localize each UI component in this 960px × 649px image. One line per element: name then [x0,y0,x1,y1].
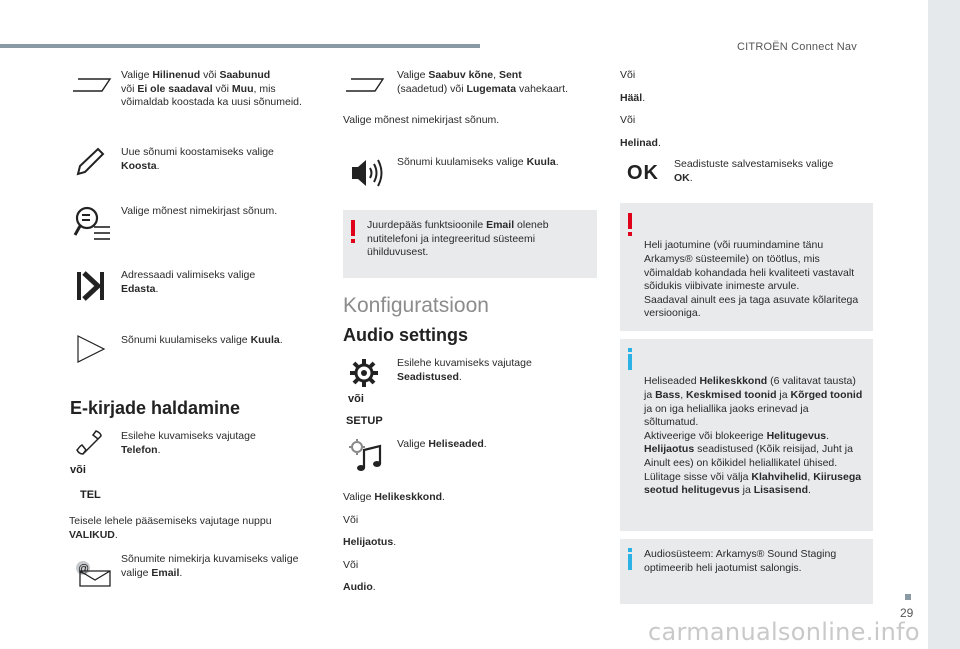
info-box-text: Heliseaded Helikeskkond (6 valitavat tausta) ja Bass, Keskmised toonid ja Kõrged toonid ja on iga heliallika jaoks erinevad ja sõltumatud. Aktiveerige või blokeerige Helitugevus. Helijaotus seadistused (Kõik reisijad, Juht ja Ainult ees) on kõikidel heliallikatel ühised. Lülitage sisse või välja Klahvihelid, Kiirusega seotud helitugevus ja Lisasisend. [644,375,863,497]
col2-tabs-text: Valige Saabuv kõne, Sent (saadetud) või Lugemata vahekaart. [397,69,569,95]
col1-play-text: Sõnumi kuulamiseks valige Kuula. [121,334,283,346]
col1-options-text: Teisele lehele pääsemiseks vajutage nuppu VALIKUD. [69,515,272,541]
col2-line-1: Või [343,514,359,526]
col1-tabs-text: Valige Hilinenud või Saabunud või Ei ole saadaval või Muu, mis võimaldab koostada ka uusi sõnumeid. [121,69,302,109]
col2-line-3: Või [343,559,359,571]
play-icon [76,334,106,364]
svg-text:@: @ [78,563,90,575]
gear-icon [349,358,379,388]
col2-line-2: Helijaotus. [343,536,397,548]
col3-line-3: Helinad. [620,137,661,149]
or-label: või [70,464,86,476]
col3-ok-text: Seadistuste salvestamiseks valige OK. [674,158,834,184]
tab-icon [72,76,112,94]
watermark: carmanualsonline.info [648,618,920,646]
audio-settings-heading: Audio settings [343,325,468,345]
music-settings-icon [348,438,384,474]
info-icon-2 [628,554,632,570]
ok-button-label: OK [627,162,659,184]
speaker-icon [350,157,384,189]
col1-email-list-text: Sõnumite nimekirja kuvamiseks valige valige Email. [121,553,299,579]
col3-line-0: Või [620,69,636,81]
col2-settings-text: Esilehe kuvamiseks vajutage Seadistused. [397,357,532,383]
or-label-2: või [348,393,364,405]
col2-line-0: Valige Helikeskkond. [343,491,445,503]
config-heading: Konfiguratsioon [343,294,489,317]
arkamys-info-box: Audiosüsteem: Arkamys® Sound Staging optimeerib heli jaotumist salongis. [620,539,873,604]
email-heading: E-kirjade haldamine [70,398,241,418]
col1-phone-text: Esilehe kuvamiseks vajutage Telefon. [121,430,256,456]
email-icon [72,558,112,588]
page-edge-band [928,0,960,649]
col1-select-text: Valige mõnest nimekirjast sõnum. [121,205,278,217]
tel-button-label: TEL [80,489,101,501]
col3-line-2: Või [620,114,636,126]
col1-contacts-text: Adressaadi valimiseks valige Edasta. [121,269,256,295]
page-marker [905,594,911,600]
col2-select-text: Valige mõnest nimekirjast sõnum. [343,114,500,126]
info-icon [628,354,632,370]
sound-settings-info-box [620,339,873,531]
page-header-title: CITROËN Connect Nav [737,41,857,53]
page-number: 29 [900,606,914,620]
search-list-icon [72,203,112,243]
pencil-icon [74,146,106,178]
email-warning-box: Juurdepääs funktsioonile Email oleneb nutitelefoni ja integreeritud süsteemi ühilduvusest. [343,210,597,278]
col2-sound-text: Valige Heliseaded. [397,438,487,450]
warning-icon [351,220,355,236]
tab-icon-2 [345,76,385,94]
distribution-warning-box: Heli jaotumine (või ruumindamine tänu Arkamys® süsteemile) on töötlus, mis võimaldab kohandada heli kvaliteeti vastavalt sõidukis viibivate inimeste arvule. Saadaval ainult ees ja taga asuvate kõlaritega versiooniga. [620,203,873,331]
warning-icon-2 [628,213,632,229]
setup-button-label: SETUP [346,415,383,427]
phone-icon [74,428,104,458]
top-rule [0,44,480,48]
col3-line-1: Hääl. [620,92,646,104]
col2-listen-text: Sõnumi kuulamiseks valige Kuula. [397,156,559,168]
col1-compose-text: Uue sõnumi koostamiseks valige Koosta. [121,146,274,172]
forward-icon [76,271,106,301]
col2-line-4: Audio. [343,581,376,593]
